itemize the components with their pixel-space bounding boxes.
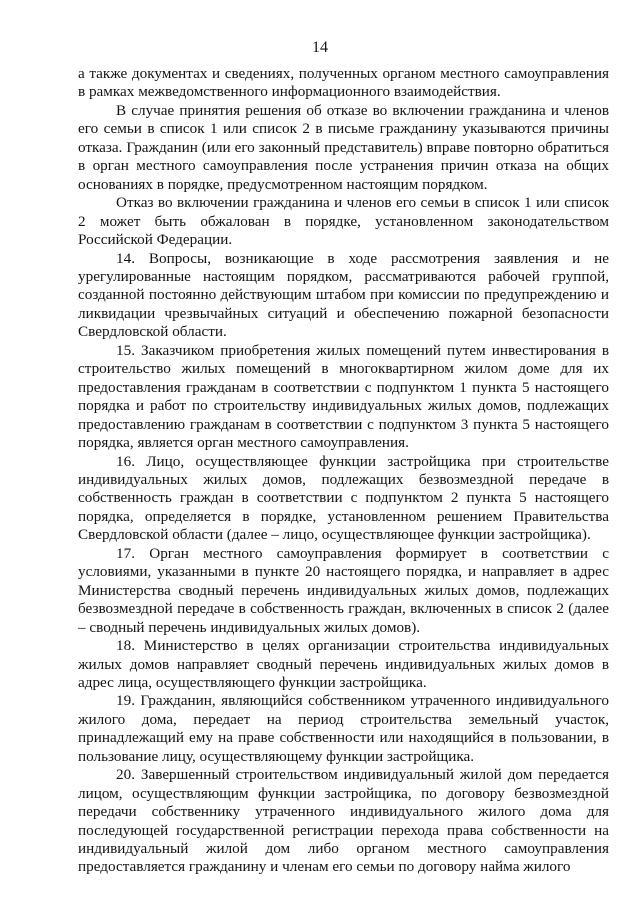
paragraph-item-16: 16. Лицо, осуществляющее функции застройщика при строительстве индивидуальных жилых домов, подлежащих безвозмездной передаче в собственность граждан в соответствии с подпунктом 2 пункта 5 настоящего порядка, определяется в порядке, установленном решением Правительства Свердловской области (далее – лицо, осуществляющее функции застройщика). <box>78 452 609 544</box>
paragraph-continuation: а также документах и сведениях, полученных органом местного самоуправления в рамках межведомственного информационного взаимодействия. <box>78 65 609 101</box>
paragraph-item-20: 20. Завершенный строительством индивидуальный жилой дом передается лицом, осуществляющим функции застройщика, по договору безвозмездной передачи собственнику утраченного индивидуального жилого дома для последующей государственной регистрации перехода права собственности на индивидуальный жилой дом либо органом местного самоуправления предоставляется гражданину и членам его семьи по договору найма жилого <box>78 766 609 876</box>
paragraph-refusal-reasons: В случае принятия решения об отказе во включении гражданина и членов его семьи в список 1 или список 2 в письме гражданину указываются причины отказа. Гражданин (или его законный представитель) вправе повторно обратиться в орган местного самоуправления после устранения причин отказа на общих основаниях в порядке, предусмотренном настоящим порядком. <box>78 101 609 193</box>
page-number: 14 <box>312 39 328 56</box>
document-body <box>78 65 609 877</box>
paragraph-item-18: 18. Министерство в целях организации строительства индивидуальных жилых домов направляет сводный перечень индивидуальных жилых домов в адрес лица, осуществляющего функции застройщика. <box>78 637 609 691</box>
paragraph-item-19: 19. Гражданин, являющийся собственником утраченного индивидуального жилого дома, передает на период строительства земельный участок, принадлежащий ему на праве собственности или находящийся в пользовании, в пользование лицу, осуществляющему функции застройщика. <box>78 692 609 765</box>
paragraph-item-15: 15. Заказчиком приобретения жилых помещений путем инвестирования в строительство жилых помещений в многоквартирном жилом доме для их предоставления гражданам в соответствии с подпунктом 1 пункта 5 настоящего порядка и работ по строительству индивидуальных жилых домов, подлежащих предоставлению гражданам в соответствии с подпунктом 3 пункта 5 настоящего порядка, является орган местного самоуправления. <box>78 341 609 452</box>
paragraph-refusal-appeal: Отказ во включении гражданина и членов его семьи в список 1 или список 2 может быть обжалован в порядке, установленном законодательством Российской Федерации. <box>78 194 609 249</box>
paragraph-item-14: 14. Вопросы, возникающие в ходе рассмотрения заявления и не урегулированные настоящим порядком, рассматриваются рабочей группой, созданной постоянно действующим штабом при комиссии по предупреждению и ликвидации чрезвычайных ситуаций и обеспечению пожарной безопасности Свердловской области. <box>78 249 609 341</box>
paragraph-item-17: 17. Орган местного самоуправления формирует в соответствии с условиями, указанными в пункте 20 настоящего порядка, и направляет в адрес Министерства сводный перечень индивидуальных жилых домов, подлежащих безвозмездной передаче в собственность граждан, включенных в список 2 (далее – сводный перечень индивидуальных жилых домов). <box>78 544 609 636</box>
